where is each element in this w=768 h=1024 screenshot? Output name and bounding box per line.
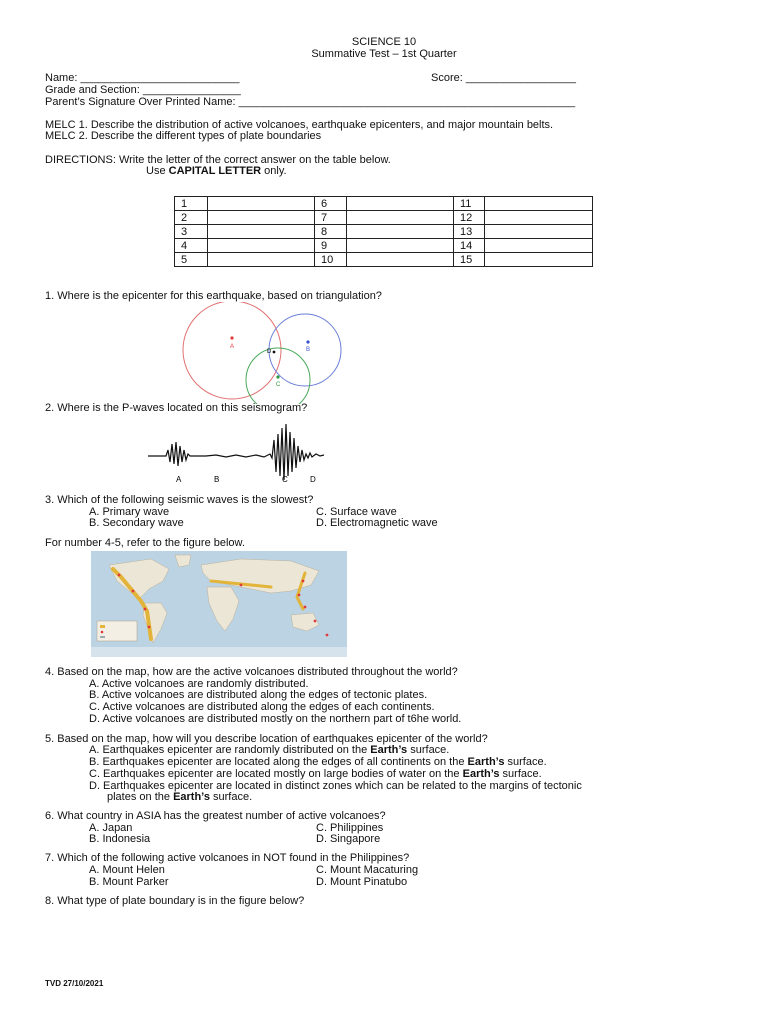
- answer-number: 4: [175, 239, 208, 253]
- q4-option-b: B. Active volcanoes are distributed along the edges of tectonic plates.: [89, 689, 428, 701]
- test-title: Summative Test – 1st Quarter: [311, 48, 457, 60]
- q5-option-d: D. Earthquakes epicenter are located in distinct zones which can be related to the margins of tectonic: [89, 780, 582, 792]
- answer-number: 2: [175, 211, 208, 225]
- seismo-label-a: A: [176, 475, 182, 484]
- answer-blank[interactable]: [347, 239, 454, 253]
- label-d: D: [267, 349, 272, 355]
- question-7: 7. Which of the following active volcanoes in NOT found in the Philippines?: [45, 852, 410, 864]
- point-c: [276, 375, 279, 378]
- answer-blank[interactable]: [208, 225, 315, 239]
- q4-option-c: C. Active volcanoes are distributed along the edges of each continents.: [89, 701, 435, 713]
- refer-note: For number 4-5, refer to the figure below.: [45, 537, 245, 549]
- answer-blank[interactable]: [485, 239, 593, 253]
- label-c: C: [276, 382, 281, 388]
- answer-blank[interactable]: [208, 253, 315, 267]
- q5-option-c: C. Earthquakes epicenter are located mostly on large bodies of water on the Earth’s surface.: [89, 768, 542, 780]
- label-b: B: [306, 347, 311, 353]
- q6-option-d: D. Singapore: [316, 833, 381, 845]
- question-4: 4. Based on the map, how are the active volcanoes distributed throughout the world?: [45, 666, 458, 678]
- q5-option-d-cont: plates on the Earth’s surface.: [107, 791, 253, 803]
- answer-blank[interactable]: [208, 197, 315, 211]
- directions-line2: Use CAPITAL LETTER only.: [146, 165, 287, 177]
- label-a: A: [230, 344, 235, 350]
- q3-option-c: C. Surface wave: [316, 506, 397, 518]
- q5-option-b: B. Earthquakes epicenter are located along the edges of all continents on the Earth’s surface.: [89, 756, 547, 768]
- seismogram-figure: [146, 420, 326, 486]
- name-field[interactable]: Name: __________________________: [45, 72, 240, 84]
- q3-option-a: A. Primary wave: [89, 506, 170, 518]
- answer-number: 3: [175, 225, 208, 239]
- answer-row: [175, 225, 593, 239]
- q7-option-c: C. Mount Macaturing: [316, 864, 419, 876]
- grade-section-field[interactable]: Grade and Section: ________________: [45, 84, 241, 96]
- score-field[interactable]: Score: __________________: [431, 72, 576, 84]
- answer-number: 9: [315, 239, 347, 253]
- answer-table: [174, 196, 593, 267]
- answer-blank[interactable]: [347, 211, 454, 225]
- q3-option-d: D. Electromagnetic wave: [316, 517, 438, 529]
- q6-option-b: B. Indonesia: [89, 833, 151, 845]
- directions-line1: DIRECTIONS: Write the letter of the correct answer on the table below.: [45, 154, 391, 166]
- answer-number: 15: [454, 253, 485, 267]
- answer-row: [175, 253, 593, 267]
- point-d: [273, 351, 276, 354]
- answer-number: 6: [315, 197, 347, 211]
- parent-signature-field[interactable]: Parent’s Signature Over Printed Name: _______________________________________________________: [45, 96, 576, 108]
- answer-blank[interactable]: [485, 197, 593, 211]
- world-map-figure: [91, 551, 347, 657]
- answer-row: [175, 197, 593, 211]
- answer-number: 1: [175, 197, 208, 211]
- question-6: 6. What country in ASIA has the greatest number of active volcanoes?: [45, 810, 386, 822]
- q4-option-d: D. Active volcanoes are distributed mostly on the northern part of t6he world.: [89, 713, 462, 725]
- answer-number: 13: [454, 225, 485, 239]
- q7-option-a: A. Mount Helen: [89, 864, 165, 876]
- melc-2: MELC 2. Describe the different types of plate boundaries: [45, 130, 322, 142]
- seismo-label-b: B: [214, 475, 220, 484]
- triangulation-figure: [160, 302, 350, 404]
- seismo-label-c: C: [282, 475, 288, 484]
- question-1: 1. Where is the epicenter for this earthquake, based on triangulation?: [45, 290, 382, 302]
- answer-blank[interactable]: [485, 211, 593, 225]
- answer-number: 12: [454, 211, 485, 225]
- answer-blank[interactable]: [485, 225, 593, 239]
- answer-number: 5: [175, 253, 208, 267]
- question-3: 3. Which of the following seismic waves is the slowest?: [45, 494, 314, 506]
- answer-row: [175, 239, 593, 253]
- question-5: 5. Based on the map, how will you describe location of earthquakes epicenter of the world?: [45, 733, 488, 745]
- answer-number: 11: [454, 197, 485, 211]
- answer-blank[interactable]: [208, 239, 315, 253]
- answer-number: 8: [315, 225, 347, 239]
- point-b: [306, 340, 309, 343]
- circle-b: [269, 314, 341, 386]
- q7-option-d: D. Mount Pinatubo: [316, 876, 408, 888]
- q3-option-b: B. Secondary wave: [89, 517, 184, 529]
- melc-1: MELC 1. Describe the distribution of active volcanoes, earthquake epicenters, and major mountain belts.: [45, 119, 554, 131]
- answer-blank[interactable]: [347, 197, 454, 211]
- answer-row: [175, 211, 593, 225]
- q6-option-a: A. Japan: [89, 822, 133, 834]
- seismo-label-d: D: [310, 475, 316, 484]
- answer-number: 7: [315, 211, 347, 225]
- question-2: 2. Where is the P-waves located on this seismogram?: [45, 402, 308, 414]
- question-8: 8. What type of plate boundary is in the figure below?: [45, 895, 305, 907]
- answer-blank[interactable]: [485, 253, 593, 267]
- q7-option-b: B. Mount Parker: [89, 876, 169, 888]
- answer-number: 10: [315, 253, 347, 267]
- answer-blank[interactable]: [347, 253, 454, 267]
- footer-code: TVD 27/10/2021: [45, 979, 104, 988]
- q6-option-c: C. Philippines: [316, 822, 384, 834]
- subject-title: SCIENCE 10: [351, 36, 417, 48]
- point-a: [230, 336, 233, 339]
- answer-number: 14: [454, 239, 485, 253]
- answer-blank[interactable]: [347, 225, 454, 239]
- q4-option-a: A. Active volcanoes are randomly distributed.: [89, 678, 309, 690]
- answer-blank[interactable]: [208, 211, 315, 225]
- q5-option-a: A. Earthquakes epicenter are randomly distributed on the Earth’s surface.: [89, 744, 450, 756]
